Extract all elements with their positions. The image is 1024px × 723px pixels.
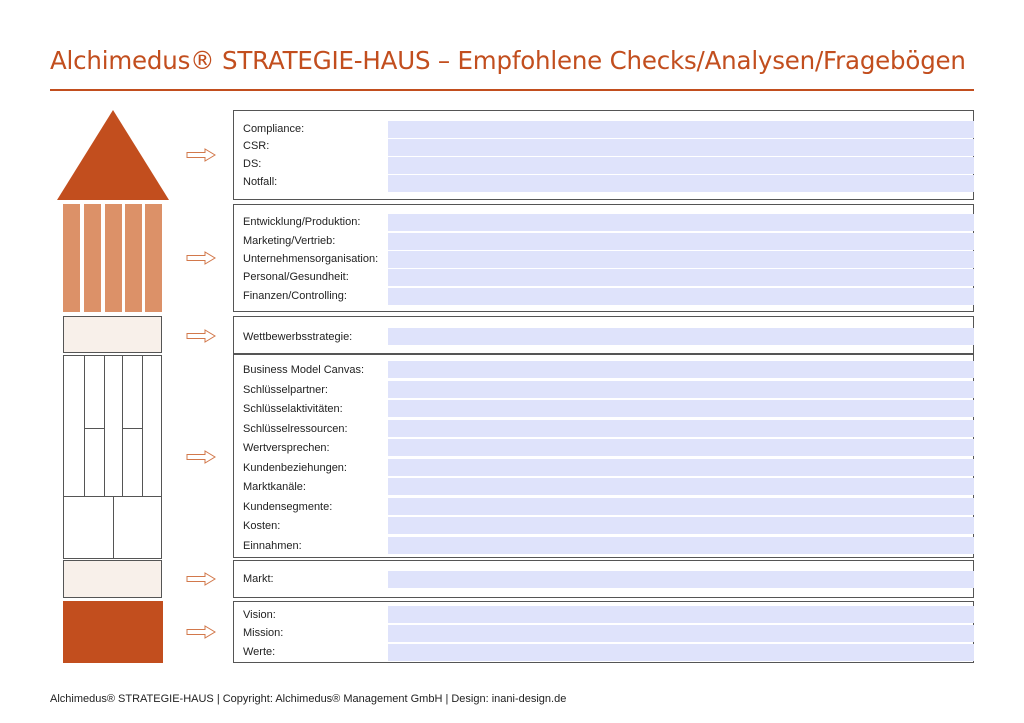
input-entwicklung-produktion[interactable] <box>388 214 974 231</box>
input-compliance[interactable] <box>388 121 974 138</box>
input-csr[interactable] <box>388 139 974 156</box>
field-label: Kosten: <box>243 520 281 532</box>
field-label: Finanzen/Controlling: <box>243 290 347 302</box>
right-arrow-icon <box>186 450 216 464</box>
field-label: Marketing/Vertrieb: <box>243 235 336 247</box>
right-arrow-icon <box>186 329 216 343</box>
house-pillar <box>145 204 162 312</box>
input-unternehmensorganisation[interactable] <box>388 251 974 268</box>
house-foundation <box>63 601 163 663</box>
field-label: Wertversprechen: <box>243 442 330 454</box>
field-label: Kundenbeziehungen: <box>243 462 347 474</box>
field-label: Notfall: <box>243 176 278 188</box>
house-roof <box>57 110 169 200</box>
panel-strategy <box>233 316 974 354</box>
field-label: Compliance: <box>243 123 305 135</box>
right-arrow-icon <box>186 148 216 162</box>
house-pillar <box>63 204 80 312</box>
input-kundenbeziehungen[interactable] <box>388 459 974 476</box>
input-einnahmen[interactable] <box>388 537 974 554</box>
input-schluesselpartner[interactable] <box>388 381 974 398</box>
title-underline <box>50 89 974 91</box>
input-markt[interactable] <box>388 571 974 588</box>
field-label: Unternehmensorganisation: <box>243 253 379 265</box>
field-label: Schlüsselpartner: <box>243 384 328 396</box>
field-label: Werte: <box>243 646 276 658</box>
input-wettbewerbsstrategie[interactable] <box>388 328 974 345</box>
field-label: Kundensegmente: <box>243 501 333 513</box>
house-canvas-block <box>63 355 162 559</box>
input-notfall[interactable] <box>388 175 974 192</box>
field-label: CSR: <box>243 140 270 152</box>
right-arrow-icon <box>186 625 216 639</box>
input-wertversprechen[interactable] <box>388 439 974 456</box>
right-arrow-icon <box>186 251 216 265</box>
input-vision[interactable] <box>388 606 974 623</box>
input-business-model-canvas[interactable] <box>388 361 974 378</box>
panel-roof <box>233 110 974 200</box>
right-arrow-icon <box>186 572 216 586</box>
field-label: DS: <box>243 158 262 170</box>
field-label: Personal/Gesundheit: <box>243 271 349 283</box>
house-pillar <box>125 204 142 312</box>
input-schluesselressourcen[interactable] <box>388 420 974 437</box>
input-mission[interactable] <box>388 625 974 642</box>
field-label: Entwicklung/Produktion: <box>243 216 361 228</box>
panel-pillars <box>233 204 974 312</box>
field-label: Marktkanäle: <box>243 481 306 493</box>
field-label: Schlüsselressourcen: <box>243 423 348 435</box>
field-label: Einnahmen: <box>243 540 302 552</box>
field-label: Markt: <box>243 573 274 585</box>
input-marktkanaele[interactable] <box>388 478 974 495</box>
field-label: Mission: <box>243 627 284 639</box>
input-schluesselaktivitaeten[interactable] <box>388 400 974 417</box>
house-pillar <box>84 204 101 312</box>
field-label: Schlüsselaktivitäten: <box>243 403 343 415</box>
input-personal-gesundheit[interactable] <box>388 269 974 286</box>
input-werte[interactable] <box>388 644 974 661</box>
page-title: Alchimedus® STRATEGIE-HAUS – Empfohlene Checks/Analysen/Fragebögen <box>50 46 966 75</box>
house-market-floor <box>63 560 162 598</box>
panel-business-model-canvas <box>233 354 974 558</box>
input-marketing-vertrieb[interactable] <box>388 233 974 250</box>
input-ds[interactable] <box>388 157 974 174</box>
input-kosten[interactable] <box>388 517 974 534</box>
house-strategy-floor <box>63 316 162 353</box>
field-label: Wettbewerbsstrategie: <box>243 331 353 343</box>
input-kundensegmente[interactable] <box>388 498 974 515</box>
field-label: Business Model Canvas: <box>243 364 365 376</box>
panel-foundation <box>233 601 974 663</box>
footer-copyright: Alchimedus® STRATEGIE-HAUS | Copyright: Alchimedus® Management GmbH | Design: inani-design.de <box>50 693 567 705</box>
input-finanzen-controlling[interactable] <box>388 288 974 305</box>
house-pillar <box>105 204 122 312</box>
panel-market <box>233 560 974 598</box>
field-label: Vision: <box>243 609 276 621</box>
